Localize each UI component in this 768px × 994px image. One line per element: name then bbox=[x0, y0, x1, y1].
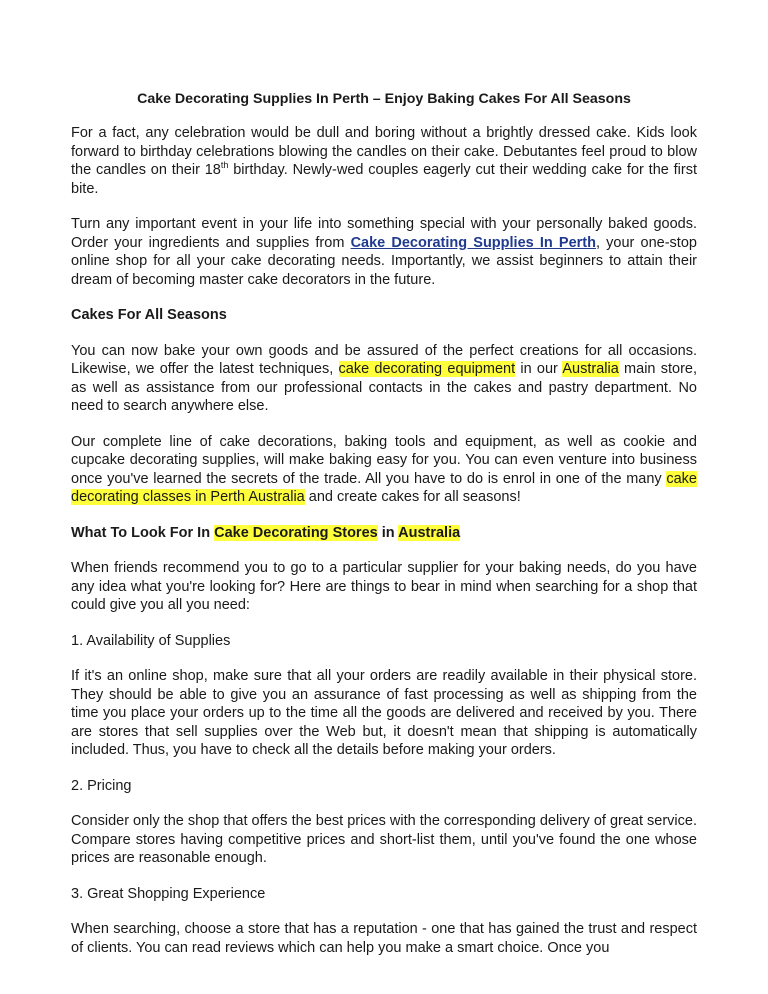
highlight-australia: Australia bbox=[562, 361, 619, 377]
section-heading-stores bbox=[71, 524, 697, 543]
ordinal-suffix: th bbox=[220, 160, 229, 171]
highlight-equipment: cake decorating equipment bbox=[338, 361, 516, 377]
intro-text-end: birthday. Newly-wed couples eagerly cut their wedding cake for the first bite. bbox=[71, 162, 697, 197]
section-heading-seasons: Cakes For All Seasons bbox=[71, 307, 227, 323]
order-text: Turn any important event in your life into something special with your personally baked goods. Order your ingredients and supplies from bbox=[71, 216, 697, 251]
decorations-paragraph bbox=[71, 433, 697, 507]
availability-paragraph: If it's an online shop, make sure that all your orders are readily available in their physical store. They should be able to give you an assurance of fast processing as well as shipping from the time you place your orders up to the time all the goods are delivered and received by you. There are stores that sell supplies over the Web but, it doesn't mean that shipping is automatically included. Thus, you have to check all the details before making your orders. bbox=[71, 668, 697, 758]
highlight-australia-heading: Australia bbox=[398, 524, 461, 541]
highlight-stores: Cake Decorating Stores bbox=[214, 524, 378, 541]
seasons-paragraph bbox=[71, 342, 697, 416]
pricing-paragraph: Consider only the shop that offers the best prices with the corresponding delivery of great service. Compare stores having competitive prices and short-list them, until you've found the one whose prices are reasonable enough. bbox=[71, 813, 697, 866]
seasons-text: You can now bake your own goods and be assured of the perfect creations for all occasions. Likewise, we offer the latest techniques, bbox=[71, 342, 697, 377]
decorations-text-end: and create cakes for all seasons! bbox=[304, 489, 521, 505]
subheading-availability: 1. Availability of Supplies bbox=[71, 632, 231, 649]
intro-paragraph bbox=[71, 124, 697, 198]
friends-paragraph: When friends recommend you to go to a particular supplier for your baking needs, do you have any idea what you're looking for? Here are things to bear in mind when searching for a shop that could give you all you need: bbox=[71, 560, 697, 613]
experience-paragraph: When searching, choose a store that has a reputation - one that has gained the trust and respect of clients. You can read reviews which can help you make a smart choice. Once you bbox=[71, 921, 697, 956]
decorations-text: Our complete line of cake decorations, baking tools and equipment, as well as cookie and cupcake decorating supplies, will make baking easy for you. You can even venture into business once you've learned the secrets of the trade. All you have to do is enrol in one of the many bbox=[71, 433, 697, 487]
seasons-text-end: main store, as well as assistance from our professional contacts in the cakes and pastry department. No need to search anywhere else. bbox=[71, 361, 698, 414]
page-title: Cake Decorating Supplies In Perth – Enjoy Baking Cakes For All Seasons bbox=[137, 91, 631, 107]
highlight-classes: cake decorating classes in Perth Australia bbox=[71, 470, 697, 505]
subheading-pricing: 2. Pricing bbox=[71, 777, 132, 794]
cake-decorating-supplies-link[interactable]: Cake Decorating Supplies In Perth bbox=[350, 234, 596, 251]
order-text-end: , your one-stop online shop for all your cake decorating needs. Importantly, we assist beginners to attain their dream of becoming master cake decorators in the future. bbox=[71, 234, 697, 288]
intro-text: For a fact, any celebration would be dull and boring without a brightly dressed cake. Kids look forward to birthday celebrations blowing the candles on their cake. Debutantes feel proud to blow the candles on their 18 bbox=[71, 125, 697, 178]
stores-heading-text: What To Look For In bbox=[71, 524, 215, 541]
seasons-text-mid: in our bbox=[515, 361, 563, 377]
subheading-experience: 3. Great Shopping Experience bbox=[71, 885, 266, 902]
order-paragraph bbox=[71, 215, 697, 289]
stores-heading-mid: in bbox=[377, 524, 399, 541]
